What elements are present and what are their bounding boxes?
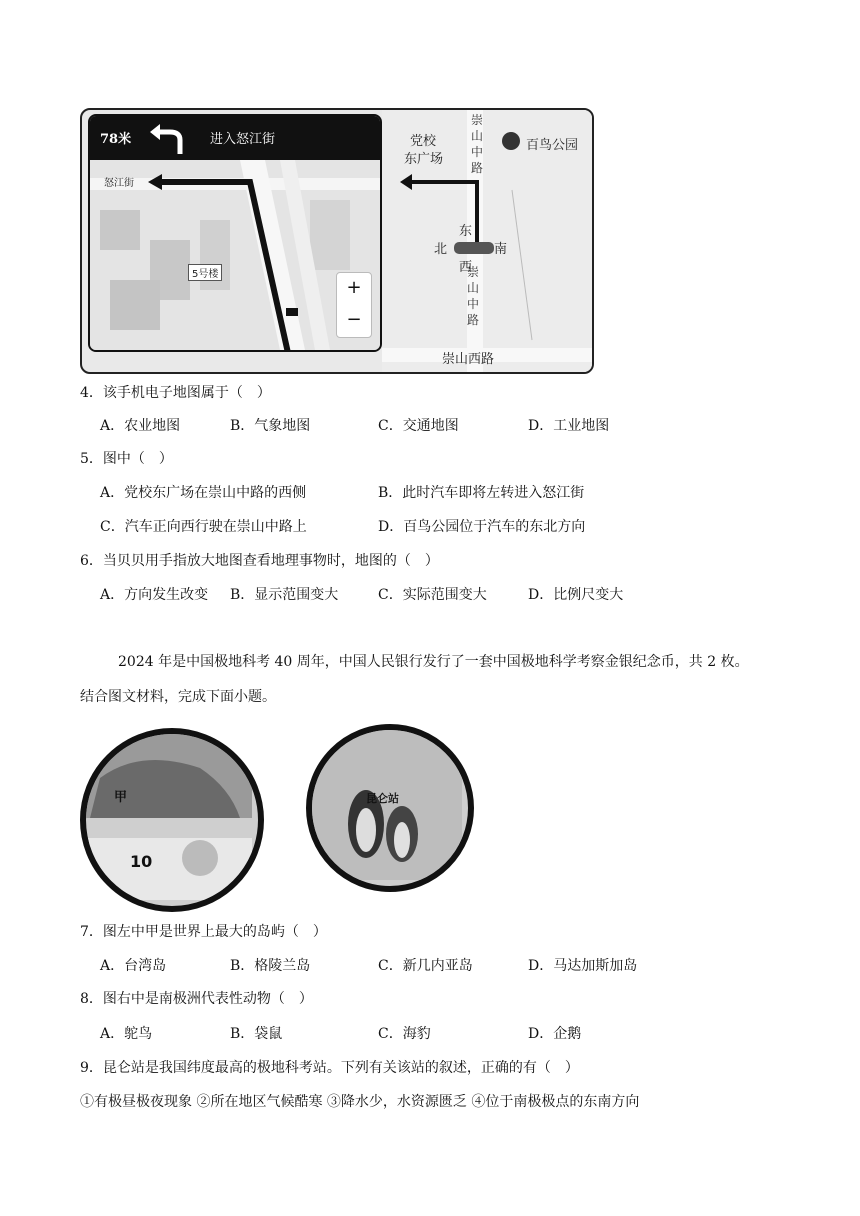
- question-9-statements: ①有极昼极夜现象 ②所在地区气候酷寒 ③降水少，水资源匮乏 ④位于南极极点的东南方向: [80, 1094, 640, 1110]
- coin-left-image: [80, 728, 264, 912]
- q8-option-c[interactable]: C．海豹: [378, 1026, 431, 1042]
- q5-option-c[interactable]: C．汽车正向西行驶在崇山中路上: [100, 519, 307, 535]
- coin-left-art: [80, 728, 252, 900]
- navigation-map-figure: [80, 108, 594, 374]
- q8-option-a[interactable]: A．鸵鸟: [100, 1026, 153, 1042]
- question-9-stem: 9．昆仑站是我国纬度最高的极地科考站。下列有关该站的叙述，正确的有（ ）: [80, 1060, 579, 1076]
- q7-option-c[interactable]: C．新几内亚岛: [378, 958, 473, 974]
- q8-option-b[interactable]: B．袋鼠: [230, 1026, 283, 1042]
- road-char: 山: [466, 281, 479, 295]
- zoom-out-button[interactable]: −: [346, 309, 362, 330]
- park-label: 百鸟公园: [526, 138, 579, 153]
- turn-left-arrow-icon: [146, 124, 186, 156]
- q6-option-a[interactable]: A．方向发生改变: [100, 587, 209, 603]
- question-7-stem: 7．图左中甲是世界上最大的岛屿（ ）: [80, 924, 327, 940]
- street-label-nujiang: 怒江街: [104, 178, 134, 189]
- coin-left-value: 10: [130, 852, 153, 871]
- q4-option-d[interactable]: D．工业地图: [528, 418, 610, 434]
- q6-option-d[interactable]: D．比例尺变大: [528, 587, 624, 603]
- coin-left-label: 甲: [114, 790, 128, 805]
- passage-line-1: 2024 年是中国极地科考 40 周年，中国人民银行发行了一套中国极地科学考察金银纪念币，共 2 枚。: [118, 654, 749, 670]
- road-char: 崇: [466, 265, 479, 279]
- road-char: 中: [470, 145, 483, 159]
- turn-instruction: 进入怒江街: [210, 132, 276, 147]
- compass-bottom: 西: [459, 260, 473, 275]
- q4-option-a[interactable]: A．农业地图: [100, 418, 181, 434]
- question-5-stem: 5．图中（ ）: [80, 451, 173, 467]
- zoom-controls: [336, 272, 372, 338]
- q4-option-b[interactable]: B．气象地图: [230, 418, 311, 434]
- road-char: 崇: [470, 113, 483, 127]
- navigation-banner: [90, 116, 380, 160]
- question-8-stem: 8．图右中是南极洲代表性动物（ ）: [80, 991, 313, 1007]
- q4-option-c[interactable]: C．交通地图: [378, 418, 459, 434]
- building-label: 5号楼: [188, 264, 222, 281]
- party-school-label-1: 党校: [410, 134, 437, 149]
- road-char: 路: [470, 161, 483, 175]
- compass-right: 南: [494, 242, 508, 257]
- q5-option-d[interactable]: D．百鸟公园位于汽车的东北方向: [378, 519, 586, 535]
- road-label-bottom: 崇山西路: [442, 352, 495, 367]
- passage-line-2: 结合图文材料，完成下面小题。: [80, 689, 276, 705]
- road-char: 中: [466, 297, 479, 311]
- road-char: 山: [470, 129, 483, 143]
- navigation-screen: [88, 114, 382, 352]
- coin-right-label: 昆仑站: [366, 792, 399, 805]
- question-4-stem: 4．该手机电子地图属于（ ）: [80, 385, 271, 401]
- q7-option-b[interactable]: B．格陵兰岛: [230, 958, 311, 974]
- compass-top: 东: [459, 224, 473, 239]
- coin-right-image: [306, 724, 474, 892]
- q5-option-a[interactable]: A．党校东广场在崇山中路的西侧: [100, 485, 307, 501]
- q5-option-b[interactable]: B．此时汽车即将左转进入怒江街: [378, 485, 585, 501]
- q7-option-a[interactable]: A．台湾岛: [100, 958, 167, 974]
- q6-option-b[interactable]: B．显示范围变大: [230, 587, 339, 603]
- road-char: 路: [466, 313, 479, 327]
- q7-option-d[interactable]: D．马达加斯加岛: [528, 958, 638, 974]
- party-school-label-2: 东广场: [404, 152, 444, 167]
- park-icon: [502, 132, 520, 150]
- turn-distance: 78米: [100, 132, 132, 147]
- q6-option-c[interactable]: C．实际范围变大: [378, 587, 487, 603]
- q8-option-d[interactable]: D．企鹅: [528, 1026, 582, 1042]
- compass-left: 北: [434, 242, 448, 257]
- zoom-in-button[interactable]: +: [346, 277, 362, 298]
- road-label-vertical-top: [470, 112, 484, 176]
- question-6-stem: 6．当贝贝用手指放大地图查看地理事物时，地图的（ ）: [80, 553, 439, 569]
